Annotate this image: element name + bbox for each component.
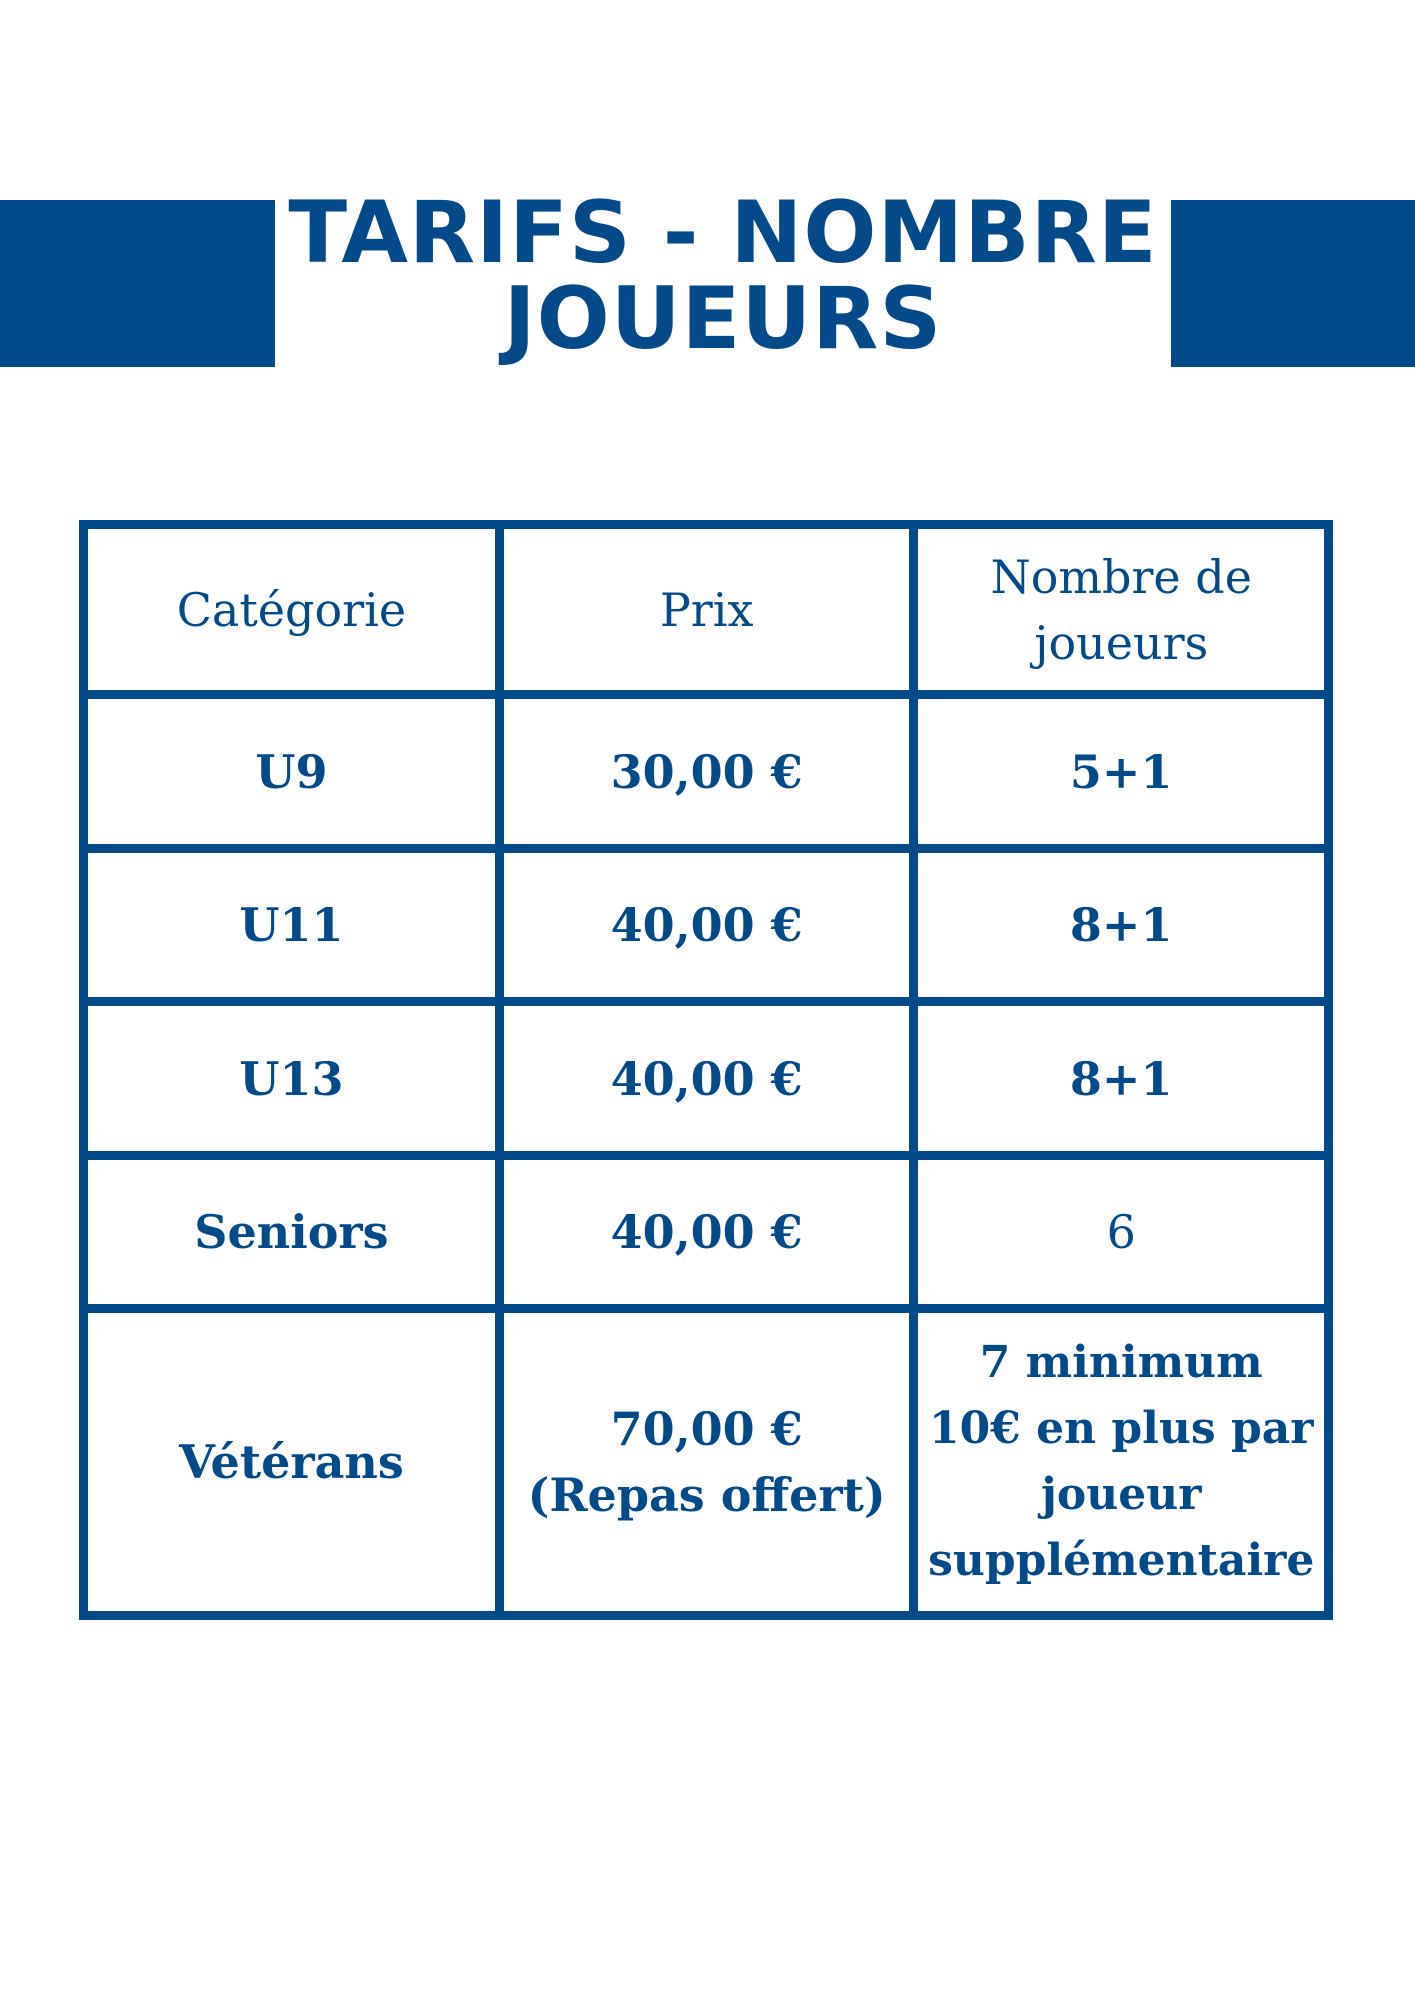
cell-joueurs (914, 1309, 1329, 1616)
page-title (285, 183, 1161, 369)
header-nombre-joueurs (914, 525, 1329, 695)
header-categorie: Catégorie (84, 525, 500, 695)
cell-joueurs: 5+1 (914, 695, 1329, 848)
header-prix: Prix (499, 525, 914, 695)
page-title-line-2: JOUEURS (503, 269, 943, 369)
cell-joueurs: 6 (914, 1155, 1329, 1308)
cell-joueurs-line-1: 7 minimum (979, 1337, 1263, 1389)
table-row (84, 695, 1329, 848)
cell-joueurs: 8+1 (914, 1002, 1329, 1155)
cell-categorie: U9 (84, 695, 500, 848)
header-band-right (1171, 200, 1415, 367)
cell-categorie: U13 (84, 1002, 500, 1155)
cell-prix: 40,00 € (499, 1002, 914, 1155)
table-row (84, 1309, 1329, 1616)
cell-joueurs-line-3: joueur (1040, 1469, 1202, 1521)
cell-prix: 40,00 € (499, 848, 914, 1001)
table-row (84, 1155, 1329, 1308)
cell-categorie: Vétérans (84, 1309, 500, 1616)
pricing-table (79, 520, 1333, 1620)
cell-joueurs-line-2: 10€ en plus par (928, 1403, 1314, 1455)
cell-categorie: Seniors (84, 1155, 500, 1308)
header-nombre-joueurs-text: Nombre de joueurs (990, 549, 1252, 670)
cell-prix: 30,00 € (499, 695, 914, 848)
table-row (84, 848, 1329, 1001)
cell-prix: 40,00 € (499, 1155, 914, 1308)
cell-joueurs: 8+1 (914, 848, 1329, 1001)
header-band-left (0, 200, 275, 367)
table-row (84, 1002, 1329, 1155)
cell-prix-line-1: 70,00 € (610, 1402, 803, 1457)
cell-prix-line-2: (Repas offert) (527, 1468, 886, 1523)
cell-prix (499, 1309, 914, 1616)
cell-joueurs-line-4: supplémentaire (928, 1535, 1315, 1587)
page-title-line-1: TARIFS - NOMBRE (288, 183, 1158, 283)
table-header-row (84, 525, 1329, 695)
cell-categorie: U11 (84, 848, 500, 1001)
